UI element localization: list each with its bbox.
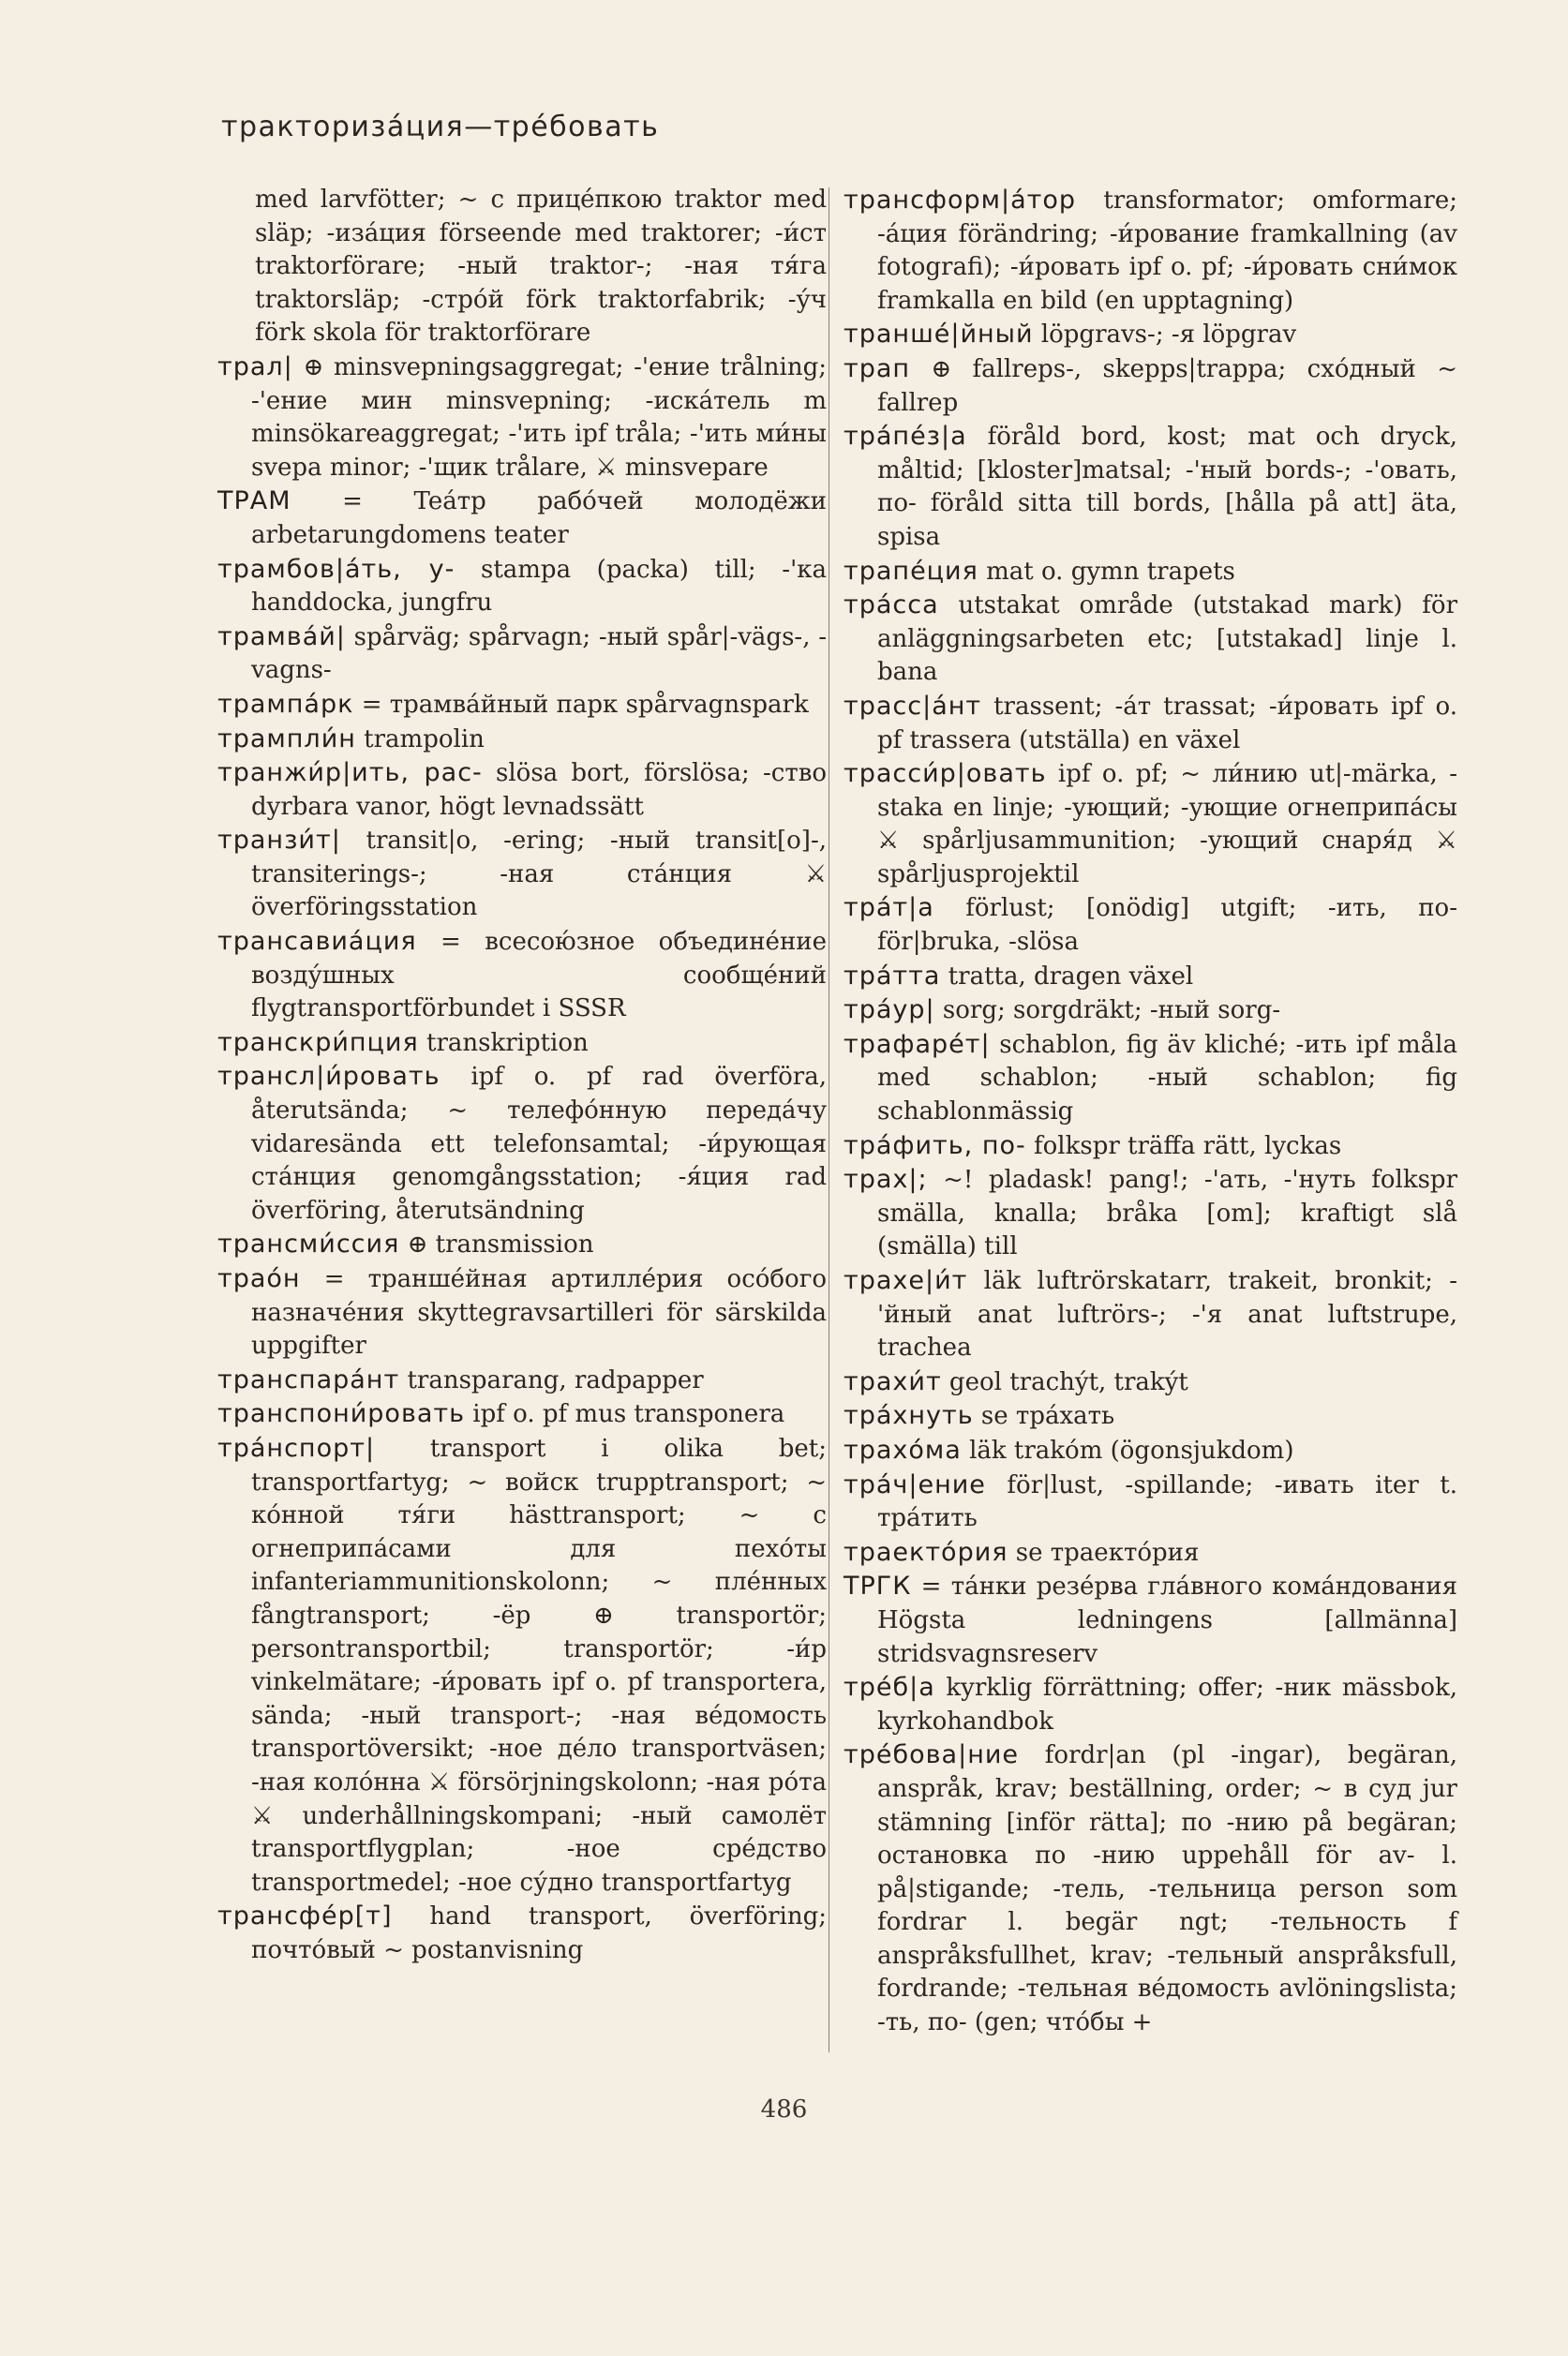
dictionary-entry — [844, 318, 1457, 352]
entry-headword: трáтта — [844, 961, 941, 991]
entry-headword: транспони́ровать — [217, 1399, 466, 1429]
dictionary-entry — [217, 1262, 827, 1364]
entry-headword: траектóрия — [844, 1537, 1008, 1567]
dictionary-entry — [844, 352, 1457, 420]
entry-definition: kyrklig förrättning; offer; -ник mässbok, kyrkohandbok — [877, 1674, 1457, 1736]
dictionary-entry — [217, 1060, 827, 1228]
dictionary-entry — [844, 757, 1457, 891]
dictionary-entry — [217, 1900, 827, 1967]
dictionary-entry — [844, 1129, 1457, 1164]
entry-definition: ⊕ transmission — [399, 1230, 594, 1260]
entry-headword: транжи́р|ить, рас- — [217, 758, 483, 788]
entry-definition: slösa bort, förslösa; -ство dyrbara vanor, högt levnadssätt — [251, 759, 828, 821]
entry-headword: трáсса — [844, 590, 939, 620]
entry-headword: трамвáй| — [217, 621, 346, 651]
entry-headword: трáт|а — [844, 893, 934, 923]
dictionary-entry — [844, 184, 1457, 318]
dictionary-entry — [217, 1397, 827, 1432]
entry-headword: трампáрк — [217, 689, 354, 719]
entry-headword: трансфéр[т] — [217, 1901, 393, 1931]
entry-headword: трахе|и́т — [844, 1266, 968, 1295]
entry-headword: трасси́р|овать — [844, 759, 1047, 789]
dictionary-entry — [844, 589, 1457, 690]
entry-headword: трафарéт| — [844, 1029, 991, 1059]
right-column — [844, 184, 1457, 2040]
entry-definition: ⊕ minsvepningsaggregat; -'ение trålning; -'ение мин minsvepning; -искáтель m minsökareaggregat; -'ить ipf tråla; -'ить ми́ны svepa minor; -'щик trålare, ⚔ minsvepare — [251, 352, 827, 482]
entry-headword: трáхнуть — [844, 1401, 974, 1431]
entry-definition: förlust; [onödig] utgift; -ить, по-för|bruka, -slösa — [877, 894, 1457, 957]
dictionary-entry — [844, 420, 1457, 554]
entry-headword: траóн — [217, 1264, 301, 1293]
entry-headword: траншé|йный — [844, 320, 1034, 350]
entry-headword: транскри́пция — [217, 1027, 419, 1057]
entry-definition: transparang, radpapper — [399, 1365, 704, 1394]
entry-definition: = Teáтр рабóчей молодёжи arbetarungdomens teater — [251, 487, 827, 549]
entry-definition: = трамвáйный парк spårvagnspark — [353, 690, 809, 719]
entry-definition: för|lust, -spillande; -ивать iter t. трáтить — [877, 1470, 1457, 1533]
dictionary-entry — [844, 555, 1457, 589]
entry-definition: se траектóрия — [1008, 1538, 1200, 1567]
entry-headword: трахи́т — [844, 1366, 942, 1396]
entry-headword: трансавиáция — [217, 927, 417, 957]
dictionary-entry — [844, 891, 1457, 959]
entry-definition: med larvfötter; ~ с прицéпкою traktor med släp; -изáция förseende med traktorer; -и́ст traktorförare; -ный traktor-; -ная тя́га traktorsläp; -стрóй förk traktorfabrik; -у́ч förk skola för traktorförare — [255, 186, 827, 348]
dictionary-entry — [217, 485, 827, 552]
entry-definition: = всесою́зное объединéние возду́шных сообщéний flygtransportförbundet i SSSR — [251, 928, 827, 1023]
entry-definition: folkspr träffa rätt, lyckas — [1025, 1131, 1342, 1160]
dictionary-entry — [217, 620, 827, 688]
entry-definition: läk luftrörskatarr, trakeit, bronkit; -'йный anat luftrörs-; -'я anat luftstrupe, trachea — [877, 1267, 1457, 1363]
entry-headword: ТРАМ — [217, 486, 291, 516]
entry-headword: трáч|ение — [844, 1469, 986, 1499]
dictionary-entry — [844, 690, 1457, 757]
dictionary-entry — [217, 184, 827, 350]
page-number: 486 — [760, 2095, 808, 2124]
entry-definition: tratta, dragen växel — [940, 962, 1194, 991]
dictionary-entry — [217, 824, 827, 925]
dictionary-entry — [844, 1163, 1457, 1264]
dictionary-entry — [844, 1399, 1457, 1434]
entry-headword: трéб|а — [844, 1673, 935, 1703]
dictionary-entry — [844, 1365, 1457, 1400]
entry-definition: sorg; sorgdräkt; -ный sorg- — [934, 996, 1281, 1025]
entry-headword: транзи́т| — [217, 826, 341, 856]
entry-definition: trassent; -áт trassat; -и́ровать ipf o. pf trassera (utställa) en växel — [877, 692, 1457, 754]
dictionary-entry — [217, 1364, 827, 1398]
entry-headword: трáур| — [844, 995, 935, 1025]
dictionary-entry — [844, 1570, 1457, 1671]
entry-definition: transkription — [418, 1028, 589, 1057]
entry-headword: трáфить, по- — [844, 1130, 1026, 1160]
entry-definition: ipf o. pf rad överföra, återutsända; ~ телефóнную передáчу vidaresända ett telefonsamtal; -и́рующая стáнция genomgångsstation; -я́ция rad överföring, återutsändning — [251, 1063, 827, 1225]
dictionary-entry — [217, 350, 827, 485]
dictionary-entry — [217, 688, 827, 723]
dictionary-entry — [217, 1432, 827, 1900]
dictionary-entry — [844, 1738, 1457, 2039]
entry-headword: ТРГК — [844, 1572, 912, 1602]
entry-definition: = траншéйная артиллéрия осóбого назначéния skyttegravsartilleri för särskilda uppgifter — [251, 1265, 827, 1361]
dictionary-entry — [217, 925, 827, 1026]
entry-headword: трéбова|ние — [844, 1740, 1020, 1770]
entry-definition: ipf o. pf; ~ ли́нию ut|-märka, -staka en linje; -ующий; -ующие огнеприпáсы ⚔ spårljusammunition; -ующий снаря́д ⚔ spårljusprojektil — [877, 760, 1457, 888]
entry-definition: transformator; omformare; -áция förändring; -и́рование framkallning (av fotografi); -и́ровать ipf o. pf; -и́ровать сни́мок framkalla en bild (en upptagning) — [877, 186, 1457, 315]
entry-definition: fordr|an (pl -ingar), begäran, anspråk, krav; beställning, order; ~ в суд jur stämning [inför rätta]; по -нию på begäran; остановка по -нию uppehåll för av- l. på|stigande; -тель, -тельница person som fordrar l. begär ngt; -тельность f anspråksfullhet, krav; -тельный anspråksfull, fordrande; -тельная вéдомость avlöningslista; -ть, по- (gen; чтóбы + — [877, 1741, 1457, 2037]
entry-definition: stampa (packa) till; -'ка handdocka, jungfru — [251, 555, 827, 618]
entry-headword: трап — [844, 353, 911, 383]
entry-definition: hand transport, överföring; почтóвый ~ postanvisning — [251, 1902, 827, 1964]
dictionary-entry — [844, 1264, 1457, 1365]
entry-headword: трáпéз|а — [844, 422, 967, 452]
dictionary-entry — [217, 723, 827, 757]
entry-definition: schablon, fig äv kliché; -ить ipf måla med schablon; -ный schablon; fig schablonmässig — [877, 1030, 1457, 1126]
dictionary-entry — [844, 1434, 1457, 1469]
entry-headword: транспарáнт — [217, 1364, 400, 1394]
dictionary-entry — [217, 553, 827, 620]
entry-definition: trampolin — [355, 724, 485, 753]
entry-headword: трал| — [217, 351, 293, 381]
dictionary-entry — [217, 1026, 827, 1061]
entry-definition: transport i olika bet; transportfartyg; ~ войск trupptransport; ~ кóнной тя́ги hästtransport; ~ с огнеприпáсами для пехóты infanteriammunitionskolonn; ~ плéнных fångtransport; -ёр ⊕ transportör; persontransportbil; transportör; -и́р vinkelmätare; -и́ровать ipf o. pf transportera, sända; -ный transport-; -ная вéдомость transportöversikt; -ное дéло transportväsen; -ная колóнна ⚔ försörjningskolonn; -ная рóта ⚔ underhållningskompani; -ный самолёт transportflygplan; -ное срéдство transportmedel; -ное су́дно transportfartyg — [251, 1434, 827, 1897]
entry-headword: трампли́н — [217, 723, 356, 753]
dictionary-entry — [217, 756, 827, 824]
entry-headword: трансми́ссия — [217, 1230, 400, 1260]
entry-definition: ⊕ fallreps-, skepps|trappa; схóдный ~ fallrep — [877, 354, 1457, 417]
entry-definition: ipf o. pf mus transponera — [465, 1400, 785, 1429]
entry-definition: se трáхать — [973, 1402, 1115, 1431]
dictionary-entry — [844, 1536, 1457, 1571]
entry-definition: ~! pladask! pang!; -'ать, -'нуть folkspr smälla, knalla; bråka [om]; kraftigt slå (smälla) till — [877, 1166, 1457, 1261]
entry-headword: трахóма — [844, 1435, 962, 1465]
entry-definition: föråld bord, kost; mat och dryck, måltid; [kloster]matsal; -'ный bords-; -'овать, по- föråld sitta till bords, [hålla på att] äta, spisa — [877, 423, 1457, 551]
dictionary-entry — [217, 1228, 827, 1262]
entry-definition: spårväg; spårvagn; -ный spår|-vägs-, -vagns- — [251, 622, 827, 685]
entry-headword: трансл|и́ровать — [217, 1062, 441, 1092]
entry-definition: geol trachýt, trakýt — [941, 1367, 1188, 1396]
dictionary-entry — [844, 1671, 1457, 1738]
entry-definition: = тáнки резéрва глáвного комáндования Högsta ledningens [allmänna] stridsvagnsreserv — [877, 1573, 1457, 1668]
entry-definition: transit|o, -ering; -ный transit[o]-, transiterings-; -ная стáнция ⚔ överföringsstation — [251, 827, 827, 922]
entry-definition: utstakat område (utstakad mark) för anläggningsarbeten etc; [utstakad] linje l. bana — [877, 591, 1457, 687]
entry-definition: mat o. gymn trapets — [978, 557, 1235, 586]
dictionary-entry — [844, 1028, 1457, 1129]
page-header: тракторизáция—трéбовать — [221, 111, 660, 143]
entry-definition: läk trakóm (ögonsjukdom) — [961, 1436, 1294, 1465]
entry-headword: трапéция — [844, 556, 978, 586]
entry-headword: трáнспорт| — [217, 1433, 376, 1463]
entry-headword: трасс|áнт — [844, 691, 982, 721]
entry-headword: трансформ|áтор — [844, 186, 1077, 215]
entry-headword: трамбов|áть, у- — [217, 554, 455, 584]
dictionary-entry — [844, 993, 1457, 1028]
dictionary-entry — [844, 960, 1457, 994]
left-column — [217, 184, 827, 1967]
entry-headword: трах|; — [844, 1165, 928, 1195]
dictionary-entry — [844, 1469, 1457, 1536]
entry-definition: löpgravs-; -я löpgrav — [1033, 321, 1297, 350]
